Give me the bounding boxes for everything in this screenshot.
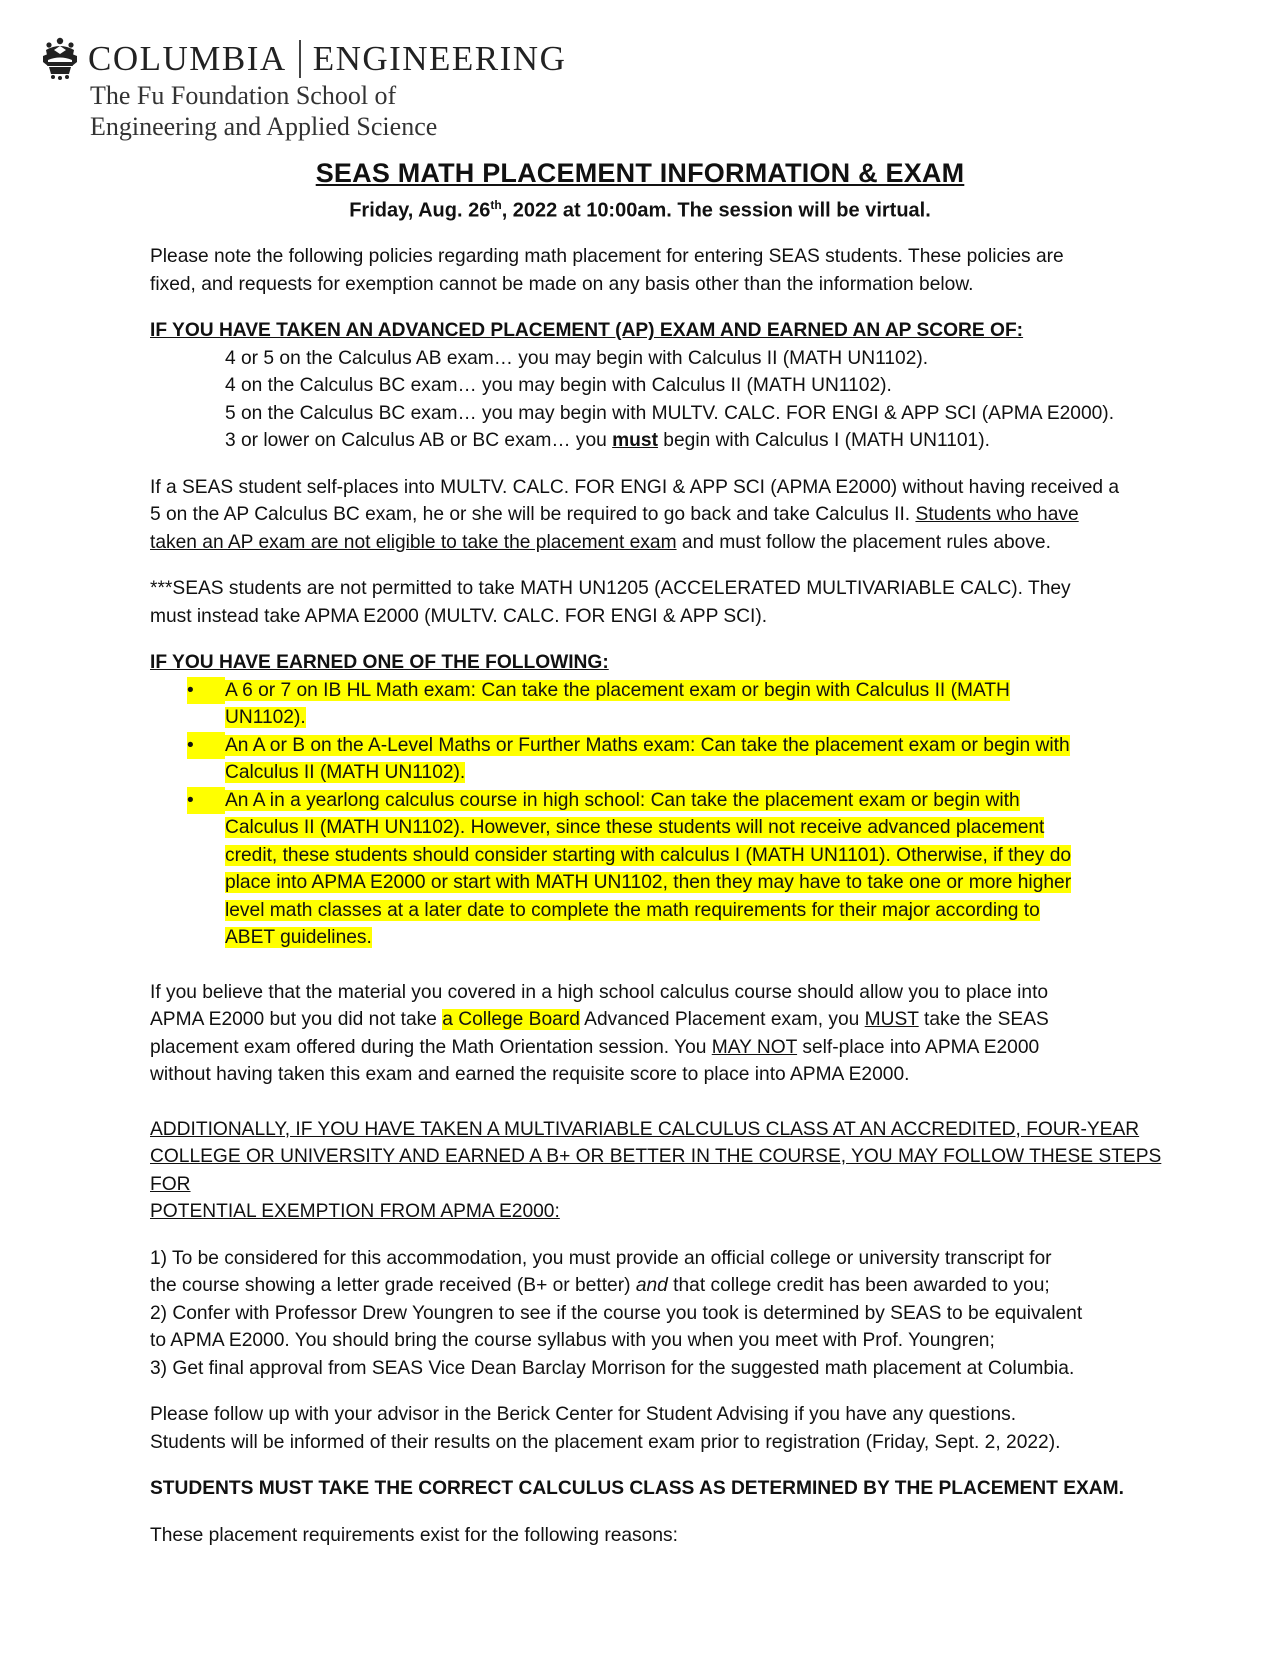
bullet-char: •: [187, 789, 194, 811]
ap-item: 4 on the Calculus BC exam… you may begin with Calculus II (MATH UN1102).: [225, 375, 892, 396]
school-line-2: Engineering and Applied Science: [90, 112, 438, 141]
list-item: [150, 787, 1170, 952]
earned-text: Calculus II (MATH UN1102). However, since these students will not receive advanced placement: [225, 817, 1045, 838]
self-place-line: [150, 501, 1170, 529]
additionally-line: COLLEGE OR UNIVERSITY AND EARNED A B+ OR BETTER IN THE COURSE, YOU MAY FOLLOW THESE STEPS FOR: [150, 1146, 1162, 1195]
bullet-icon: [187, 677, 225, 705]
reasons-intro: These placement requirements exist for the following reasons:: [150, 1524, 678, 1546]
believe-text: take the SEAS: [918, 1009, 1049, 1030]
additionally-line: POTENTIAL EXEMPTION FROM APMA E2000:: [150, 1201, 560, 1222]
earned-text: place into APMA E2000 or start with MATH UN1102, then they may have to take one or more higher: [225, 872, 1072, 893]
self-place-text: 5 on the AP Calculus BC exam, he or she will be required to go back and take Calculus II.: [150, 504, 916, 525]
believe-underlined: MAY NOT: [711, 1036, 798, 1058]
earned-heading: IF YOU HAVE EARNED ONE OF THE FOLLOWING:: [150, 652, 609, 673]
ap-item-text: begin with Calculus I (MATH UN1101).: [657, 430, 990, 451]
document-body: [150, 243, 1170, 1568]
self-place-line: If a SEAS student self-places into MULTV. CALC. FOR ENGI & APP SCI (APMA E2000) without having received a: [150, 476, 1120, 498]
step-line: 1) To be considered for this accommodation, you must provide an official college or university transcript for: [150, 1247, 1052, 1269]
self-place-paragraph: [150, 474, 1170, 557]
intro-line: fixed, and requests for exemption cannot be made on any basis other than the information below.: [150, 273, 974, 295]
list-item: [150, 732, 1170, 787]
bullet-char: •: [187, 679, 194, 701]
must-take-statement: STUDENTS MUST TAKE THE CORRECT CALCULUS CLASS AS DETERMINED BY THE PLACEMENT EXAM.: [150, 1478, 1124, 1499]
step-line: 3) Get final approval from SEAS Vice Dean Barclay Morrison for the suggested math placement at Columbia.: [150, 1357, 1075, 1379]
ap-score-list: [150, 345, 1170, 455]
believe-text: placement exam offered during the Math Orientation session. You: [150, 1036, 712, 1058]
step-text: the course showing a letter grade received (B+ or better): [150, 1275, 636, 1296]
additionally-line: ADDITIONALLY, IF YOU HAVE TAKEN A MULTIVARIABLE CALCULUS CLASS AT AN ACCREDITED, FOUR-YEAR: [150, 1118, 1140, 1140]
school-name: [90, 80, 437, 142]
subtitle-rest: , 2022 at 10:00am. The session will be virtual.: [501, 199, 931, 222]
subtitle-suffix: th: [490, 198, 502, 212]
step-line: to APMA E2000. You should bring the course syllabus with you when you meet with Prof. Youngren;: [150, 1330, 995, 1351]
seas-note-line: ***SEAS students are not permitted to take MATH UN1205 (ACCELERATED MULTIVARIABLE CALC). They: [150, 578, 1071, 599]
followup-line: Please follow up with your advisor in the Berick Center for Student Advising if you have any questions.: [150, 1404, 1017, 1425]
earned-text: credit, these students should consider starting with calculus I (MATH UN1101). Otherwise, if they do: [225, 844, 1072, 866]
believe-text: Advanced Placement exam, you: [579, 1009, 865, 1030]
crown-icon: [40, 36, 80, 82]
believe-text: APMA E2000 but you did not take: [150, 1009, 443, 1030]
subtitle-date: Friday, Aug. 26: [349, 199, 491, 222]
logo-columbia: COLUMBIA: [88, 39, 287, 78]
ap-heading: IF YOU HAVE TAKEN AN ADVANCED PLACEMENT (AP) EXAM AND EARNED AN AP SCORE OF:: [150, 320, 1024, 341]
followup-line: Students will be informed of their results on the placement exam prior to registration (Friday, Sept. 2, 2022).: [150, 1431, 1061, 1453]
ap-item-text: 3 or lower on Calculus AB or BC exam… you: [225, 430, 613, 451]
earned-text: An A or B on the A-Level Maths or Further Maths exam: Can take the placement exam or begin with: [225, 734, 1070, 756]
ap-item: [225, 427, 1170, 455]
page-title: SEAS MATH PLACEMENT INFORMATION & EXAM: [315, 158, 965, 188]
believe-underlined: MUST: [864, 1009, 919, 1030]
earned-text: A 6 or 7 on IB HL Math exam: Can take the placement exam or begin with Calculus II (MATH: [225, 679, 1010, 701]
step-text: that college credit has been awarded to you;: [667, 1275, 1050, 1296]
believe-line: without having taken this exam and earned the requisite score to place into APMA E2000.: [150, 1064, 910, 1085]
seas-note-paragraph: [150, 575, 1170, 630]
earned-text: ABET guidelines.: [225, 927, 372, 948]
believe-text: self-place into APMA E2000: [797, 1036, 1040, 1058]
bullet-icon: [187, 787, 225, 815]
additionally-paragraph: [150, 1116, 1170, 1226]
list-item: [150, 677, 1170, 732]
logo-engineering: ENGINEERING: [312, 39, 567, 78]
step-line: 2) Confer with Professor Drew Youngren to see if the course you took is determined by SEAS to be equivalent: [150, 1302, 1083, 1324]
earned-text: Calculus II (MATH UN1102).: [225, 762, 466, 783]
intro-paragraph: [150, 243, 1170, 298]
columbia-engineering-logo: [40, 34, 566, 84]
self-place-underlined: Students who have: [915, 504, 1079, 525]
step-line: [150, 1272, 1170, 1300]
self-place-text: and must follow the placement rules above.: [676, 531, 1051, 553]
page-subtitle: [0, 198, 1280, 223]
self-place-line: [150, 529, 1170, 557]
steps-paragraph: [150, 1245, 1170, 1383]
school-line-1: The Fu Foundation School of: [90, 81, 397, 110]
logo-divider: [299, 40, 301, 78]
bullet-icon: [187, 732, 225, 760]
must-emphasis: must: [612, 430, 658, 451]
ap-item: 5 on the Calculus BC exam… you may begin with MULTV. CALC. FOR ENGI & APP SCI (APMA E2000).: [225, 402, 1115, 424]
ap-item: 4 or 5 on the Calculus AB exam… you may begin with Calculus II (MATH UN1102).: [225, 347, 929, 369]
earned-text: An A in a yearlong calculus course in high school: Can take the placement exam or begin with: [225, 789, 1020, 811]
seas-note-line: must instead take APMA E2000 (MULTV. CALC. FOR ENGI & APP SCI).: [150, 605, 768, 627]
believe-line: If you believe that the material you covered in a high school calculus course should allow you to place into: [150, 981, 1049, 1003]
believe-line: [150, 1006, 1170, 1034]
logo-wordmark: [88, 39, 566, 79]
believe-line: [150, 1034, 1170, 1062]
bullet-char: •: [187, 734, 194, 756]
believe-paragraph: [150, 979, 1170, 1089]
intro-line: Please note the following policies regarding math placement for entering SEAS students. These policies are: [150, 246, 1064, 267]
earned-list: [150, 677, 1170, 952]
step-italic: and: [635, 1275, 668, 1296]
earned-text: level math classes at a later date to complete the math requirements for their major according to: [225, 899, 1040, 921]
self-place-underlined: taken an AP exam are not eligible to take the placement exam: [150, 531, 677, 553]
earned-text: UN1102).: [225, 707, 306, 728]
followup-paragraph: [150, 1401, 1170, 1456]
believe-highlight: a College Board: [442, 1009, 580, 1030]
